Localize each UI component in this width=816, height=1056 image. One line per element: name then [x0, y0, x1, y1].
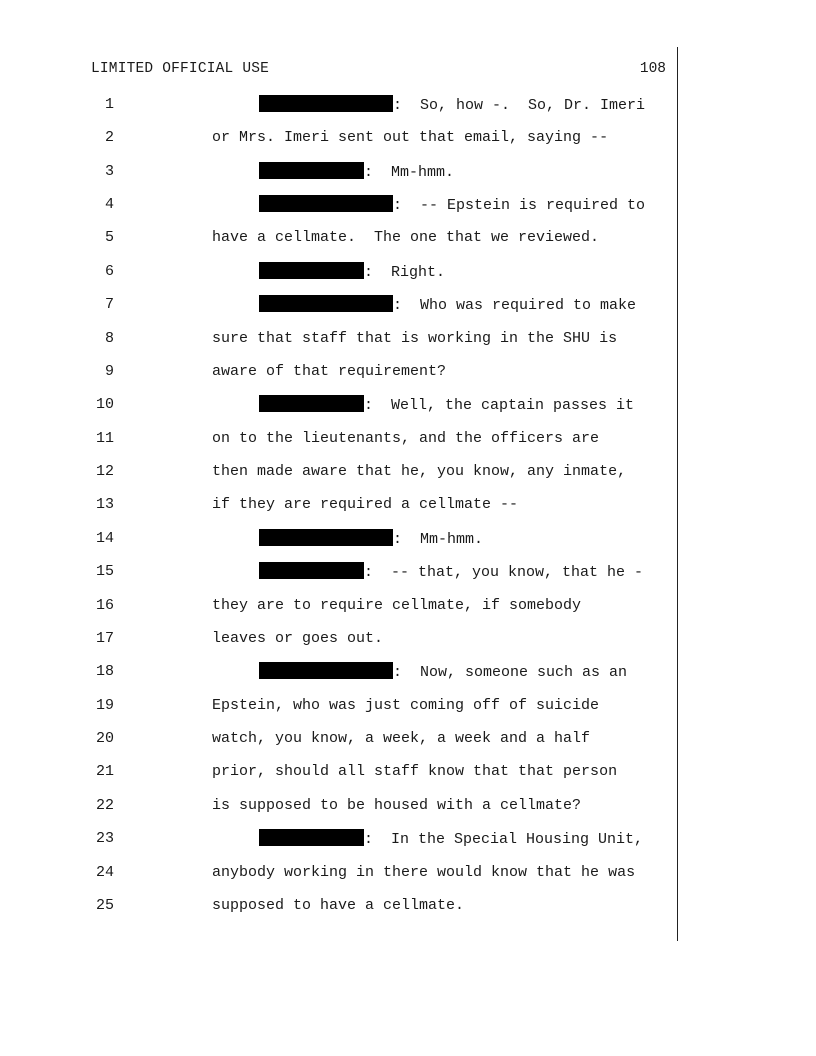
speaker-text: : Well, the captain passes it	[364, 397, 635, 415]
transcript-line	[0, 228, 816, 261]
line-number: 8	[104, 329, 114, 347]
line-number: 1	[104, 96, 114, 113]
line-number: 25	[95, 896, 114, 914]
line-number: 21	[95, 763, 114, 781]
line-text: then made aware that he, you know, any inmate,	[212, 463, 627, 481]
page-number: 108	[639, 61, 666, 77]
line-text: anybody working in there would know that he was	[212, 863, 636, 881]
line-number: 18	[95, 663, 114, 681]
transcript-line	[0, 195, 816, 228]
line-number: 17	[95, 629, 114, 647]
speaker-text: : -- Epstein is required to	[393, 197, 646, 215]
speaker-text: : So, how -. So, Dr. Imeri	[393, 97, 646, 114]
transcript-line	[0, 495, 816, 528]
line-number: 4	[104, 196, 114, 214]
transcript-line	[0, 295, 816, 328]
transcript-line	[0, 829, 816, 862]
line-number: 10	[95, 396, 114, 414]
redaction-bar	[259, 529, 393, 546]
transcript-line	[0, 162, 816, 195]
line-text: sure that staff that is working in the SHU is	[212, 329, 618, 347]
transcript-line	[0, 696, 816, 729]
speaker-text: : Mm-hmm.	[364, 163, 455, 181]
transcript-line	[0, 529, 816, 562]
line-number: 3	[104, 162, 114, 180]
speaker-line	[259, 395, 634, 416]
line-number: 14	[95, 529, 114, 547]
transcript-line	[0, 896, 816, 929]
line-text: is supposed to be housed with a cellmate?	[212, 796, 582, 814]
line-text: they are to require cellmate, if somebody	[212, 596, 582, 614]
redaction-bar	[259, 162, 364, 179]
transcript-line	[0, 95, 816, 128]
line-number: 16	[95, 596, 114, 614]
line-number: 13	[95, 496, 114, 514]
line-number: 6	[104, 262, 114, 280]
speaker-line	[259, 295, 636, 316]
speaker-text: : Now, someone such as an	[393, 664, 628, 682]
line-text: leaves or goes out.	[212, 629, 384, 647]
line-text: on to the lieutenants, and the officers are	[212, 429, 600, 447]
speaker-line	[259, 829, 643, 850]
line-number: 12	[95, 463, 114, 481]
speaker-text: : In the Special Housing Unit,	[364, 831, 644, 849]
speaker-text: : -- that, you know, that he -	[364, 564, 644, 582]
line-text: or Mrs. Imeri sent out that email, saying --	[212, 129, 609, 147]
redaction-bar	[259, 195, 393, 212]
line-text: if they are required a cellmate --	[212, 496, 519, 514]
line-text: aware of that requirement?	[212, 362, 447, 380]
transcript-line	[0, 262, 816, 295]
transcript-line	[0, 629, 816, 662]
redaction-bar	[259, 262, 364, 279]
transcript-line	[0, 762, 816, 795]
line-text: supposed to have a cellmate.	[212, 896, 465, 914]
line-number: 7	[104, 296, 114, 314]
line-number: 2	[104, 129, 114, 147]
transcript-line	[0, 329, 816, 362]
speaker-line	[259, 95, 645, 116]
transcript-line	[0, 729, 816, 762]
line-number: 19	[95, 696, 114, 714]
redaction-bar	[259, 829, 364, 846]
speaker-line	[259, 662, 627, 683]
speaker-line	[259, 562, 643, 583]
transcript-line	[0, 562, 816, 595]
transcript-line	[0, 362, 816, 395]
speaker-text: : Right.	[364, 263, 446, 281]
speaker-text: : Mm-hmm.	[393, 530, 484, 548]
speaker-text: : Who was required to make	[393, 297, 637, 315]
transcript-line	[0, 128, 816, 161]
speaker-line	[259, 162, 454, 183]
line-text: Epstein, who was just coming off of suicide	[212, 696, 600, 714]
redaction-bar	[259, 662, 393, 679]
line-text: have a cellmate. The one that we reviewed.	[212, 229, 600, 247]
speaker-line	[259, 529, 483, 550]
transcript-line	[0, 863, 816, 896]
transcript-line	[0, 395, 816, 428]
line-number: 20	[95, 730, 114, 748]
redaction-bar	[259, 95, 393, 112]
classification-header: LIMITED OFFICIAL USE	[91, 61, 270, 77]
speaker-line	[259, 262, 445, 283]
line-number: 9	[104, 362, 114, 380]
transcript-line	[0, 662, 816, 695]
redaction-bar	[259, 562, 364, 579]
line-number: 22	[95, 796, 114, 814]
line-text: watch, you know, a week, a week and a half	[212, 730, 591, 748]
transcript-line	[0, 462, 816, 495]
redaction-bar	[259, 395, 364, 412]
speaker-line	[259, 195, 645, 216]
transcript-line	[0, 429, 816, 462]
transcript-line	[0, 596, 816, 629]
line-number: 11	[95, 429, 114, 447]
line-number: 23	[95, 830, 114, 848]
transcript-line	[0, 796, 816, 829]
line-number: 5	[104, 229, 114, 247]
redaction-bar	[259, 295, 393, 312]
line-text: prior, should all staff know that that person	[212, 763, 618, 781]
line-number: 24	[95, 863, 114, 881]
line-number: 15	[95, 563, 114, 581]
